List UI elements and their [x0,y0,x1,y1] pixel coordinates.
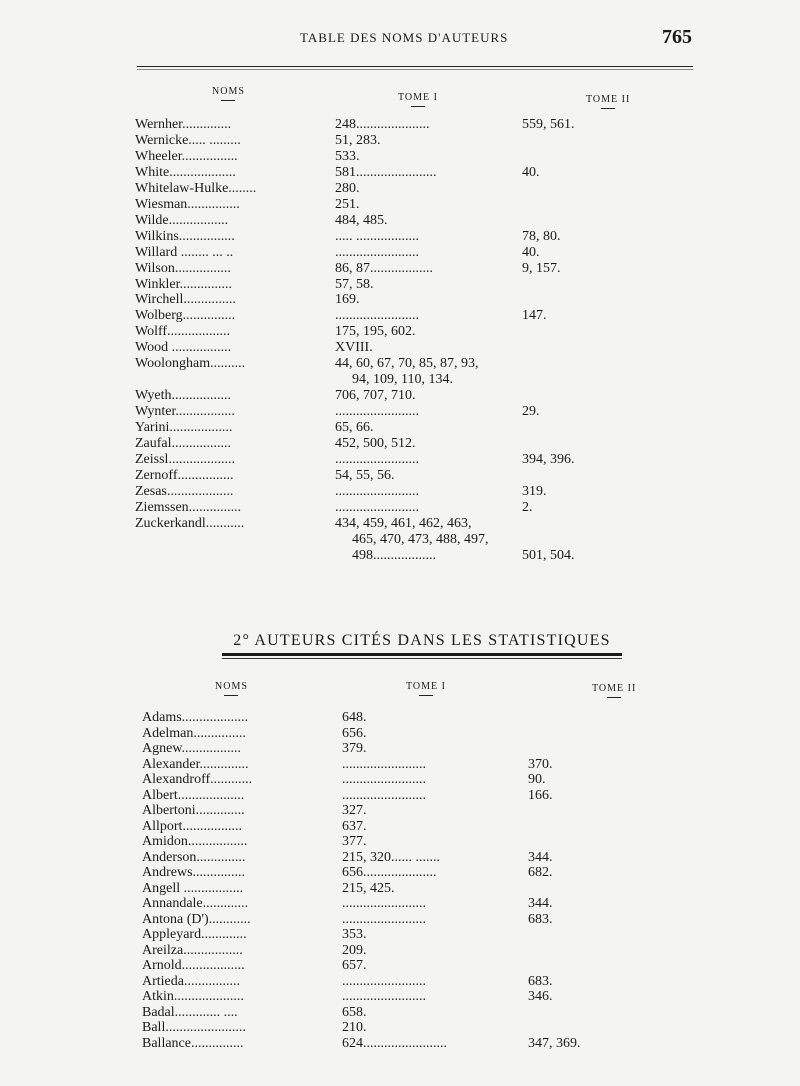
tome1-pages: ........................ [342,989,426,1004]
tome2-pages: 344. [528,896,553,911]
tome1-pages: ........................ [335,499,419,515]
author-name: Wernicke..... ......... [135,132,241,148]
tome1-pages: 280. [335,180,360,196]
tome1-pages: 533. [335,148,360,164]
tome1-pages: ........................ [342,896,426,911]
tome1-pages: 327. [342,803,367,818]
column-header-tome2-label: TOME II [586,94,631,105]
author-name: Zesas................... [135,483,234,499]
author-name: Wilde................. [135,212,229,228]
author-name: Agnew................. [142,741,242,756]
author-name: Andrews............... [142,865,246,880]
index-row [142,819,622,835]
tome1-pages: 353. [342,927,367,942]
tome1-pages: ........................ [342,772,426,787]
tome1-pages: 377. [342,834,367,849]
index-row [135,149,615,165]
section-title: 2° AUTEURS CITÉS DANS LES STATISTIQUES [233,632,611,649]
author-name: Willard ........ ... .. [135,244,234,260]
index-row [135,500,615,516]
tome1-pages: 169. [335,292,360,308]
tome1-pages: 581....................... [335,164,437,180]
column-header-tome2-label: TOME II [592,683,637,694]
tome2-pages: 370. [528,756,553,772]
tome1-pages: 379. [342,741,367,756]
column-header-names-2 [215,681,248,696]
tome2-pages: 346. [528,989,553,1004]
author-name: Wyeth................. [135,388,231,404]
index-row [135,420,615,436]
author-name: Wernher.............. [135,117,232,132]
author-name: Wolff.................. [135,324,231,340]
tome1-pages: 657. [342,958,367,973]
column-header-underline [411,106,425,107]
author-name: Adams................... [142,710,249,725]
tome1-pages: ........................ [335,404,419,420]
index-row [135,548,615,564]
tome1-pages: 624........................ [342,1035,447,1051]
index-row [135,468,615,484]
author-name: Atkin.................... [142,989,244,1004]
author-name: Wilson................ [135,260,231,276]
tome1-pages: 65, 66. [335,420,374,436]
tome1-pages: 248..................... [335,117,430,132]
index-row [142,1005,622,1021]
tome1-pages: 452, 500, 512. [335,436,416,451]
author-name: Zeissl................... [135,451,235,467]
index-row [135,133,615,149]
tome1-pages: 210. [342,1020,367,1035]
tome2-pages: 682. [528,865,553,880]
author-name: Wolberg............... [135,308,236,324]
tome2-pages: 683. [528,911,553,927]
index-row [135,340,615,356]
author-name: Alexander.............. [142,756,249,772]
index-row [135,436,615,452]
index-row [135,308,615,324]
index-row [142,772,622,788]
index-row [142,865,622,881]
tome1-pages: 656..................... [342,865,437,880]
tome1-pages: 94, 109, 110, 134. [352,372,453,388]
author-name: Wirchell............... [135,292,236,308]
tome1-pages: ........................ [342,756,426,772]
author-name: Angell ................. [142,880,244,896]
author-name: Areilza................. [142,942,243,958]
index-row [135,484,615,500]
running-head: TABLE DES NOMS D'AUTEURS [300,30,509,45]
index-row [142,803,622,819]
index-row [135,165,615,181]
tome1-pages: 51, 283. [335,132,381,148]
index-row [142,788,622,804]
index-row [135,404,615,420]
index-row [142,710,622,726]
author-name: Wood ................. [135,340,232,356]
author-name: Zaufal................. [135,436,232,451]
tome1-pages: 54, 55, 56. [335,467,395,483]
column-header-tome1 [398,92,438,107]
author-name: Adelman............... [142,725,246,741]
author-name: Annandale............. [142,896,249,911]
column-header-underline [221,100,235,101]
author-name: Zuckerkandl........... [135,515,245,531]
index-row [142,896,622,912]
index-row [135,292,615,308]
index-row [142,974,622,990]
tome1-pages: 637. [342,818,367,834]
column-header-underline [601,108,615,109]
page-number: 765 [662,26,692,48]
tome1-pages: 209. [342,942,367,958]
index-row [135,324,615,340]
author-name: Wheeler................ [135,148,238,164]
tome1-pages: 215, 320...... ....... [342,849,440,865]
tome2-pages: 40. [522,244,540,260]
author-name: Woolongham.......... [135,356,246,372]
index-row [142,1020,622,1036]
index-row [142,834,622,850]
tome2-pages: 90. [528,772,546,787]
index-row [135,181,615,197]
author-name: Artieda................ [142,973,240,989]
tome1-pages: ........................ [335,483,419,499]
index-row [142,726,622,742]
index-row [135,372,615,388]
tome1-pages: ........................ [335,308,419,324]
author-name: Appleyard............. [142,927,247,942]
index-row [135,452,615,468]
index-row [135,213,615,229]
index-row [142,958,622,974]
tome2-pages: 2. [522,499,533,515]
column-header-tome2-2 [592,683,636,698]
author-name: Zernoff................ [135,467,234,483]
index-row [135,229,615,245]
tome2-pages: 683. [528,973,553,989]
section-title-rule-thin [222,658,622,659]
index-row [135,516,615,532]
author-name: Wynter................. [135,404,235,420]
index-row [135,277,615,293]
tome1-pages: 175, 195, 602. [335,324,416,340]
tome2-pages: 166. [528,787,553,803]
index-row [142,1036,622,1052]
index-row [135,261,615,277]
tome2-pages: 9, 157. [522,260,561,276]
tome2-pages: 78, 80. [522,228,561,244]
tome2-pages: 40. [522,164,540,180]
author-name: Wilkins................ [135,228,235,244]
tome1-pages: 706, 707, 710. [335,388,416,404]
tome1-pages: 251. [335,196,360,212]
header-rule-thin [137,69,693,70]
index-row [142,927,622,943]
tome1-pages: 86, 87.................. [335,260,433,276]
index-row [142,989,622,1005]
tome2-pages: 319. [522,483,547,499]
tome1-pages: 465, 470, 473, 488, 497, [352,531,489,547]
index-row [142,881,622,897]
author-name: Yarini.................. [135,420,233,436]
index-row [135,532,615,548]
tome1-pages: 215, 425. [342,880,395,896]
author-name: Albertoni.............. [142,803,245,818]
tome1-pages: 658. [342,1004,367,1020]
column-header-tome1-2 [406,681,446,696]
header-rule [137,66,693,67]
author-name: Albert................... [142,787,245,803]
author-name: Arnold.................. [142,958,245,973]
index-row [135,117,615,133]
tome2-pages: 501, 504. [522,547,575,563]
tome1-pages: 44, 60, 67, 70, 85, 87, 93, [335,356,479,372]
author-name: Anderson.............. [142,849,246,865]
tome1-pages: ........................ [335,244,419,260]
tome1-pages: ........................ [342,911,426,927]
author-name: Amidon................. [142,834,248,849]
author-name: Winkler............... [135,276,233,292]
author-name: Alexandroff............ [142,772,253,787]
index-row [135,197,615,213]
index-row [135,388,615,404]
tome1-pages: 57, 58. [335,276,374,292]
tome2-pages: 147. [522,308,547,324]
tome2-pages: 347, 369. [528,1035,581,1051]
author-name: Ball....................... [142,1020,246,1035]
author-name: Badal............. .... [142,1004,238,1020]
author-name: Ballance............... [142,1035,244,1051]
tome1-pages: 484, 485. [335,212,388,228]
column-header-names-label: NOMS [215,681,248,692]
author-name: Allport................. [142,818,242,834]
author-name: Wiesman............... [135,196,240,212]
index-row [142,850,622,866]
index-row [142,741,622,757]
index-row [135,356,615,372]
author-name: Antona (D')............ [142,911,251,927]
tome1-pages: 648. [342,710,367,725]
column-header-underline [224,695,238,696]
author-name: Whitelaw-Hulke........ [135,180,257,196]
column-header-names [212,86,245,101]
index-row [142,943,622,959]
tome1-pages: ........................ [342,787,426,803]
tome1-pages: ........................ [335,451,419,467]
tome1-pages: ..... .................. [335,228,419,244]
tome2-pages: 344. [528,849,553,865]
tome1-pages: ........................ [342,973,426,989]
tome1-pages: XVIII. [335,340,373,356]
column-header-names-label: NOMS [212,86,245,97]
column-header-underline [419,695,433,696]
tome2-pages: 559, 561. [522,117,575,132]
author-name: White................... [135,164,236,180]
column-header-tome1-label: TOME I [406,681,446,692]
index-row [142,757,622,773]
tome1-pages: 656. [342,725,367,741]
tome2-pages: 394, 396. [522,451,575,467]
section-title-rule [222,653,622,656]
index-row [135,245,615,261]
tome2-pages: 29. [522,404,540,420]
column-header-tome2 [586,94,630,109]
tome1-pages: 434, 459, 461, 462, 463, [335,515,472,531]
tome1-pages: 498.................. [352,547,436,563]
author-name: Ziemssen............... [135,499,242,515]
column-header-tome1-label: TOME I [398,92,438,103]
column-header-underline [607,697,621,698]
index-row [142,912,622,928]
